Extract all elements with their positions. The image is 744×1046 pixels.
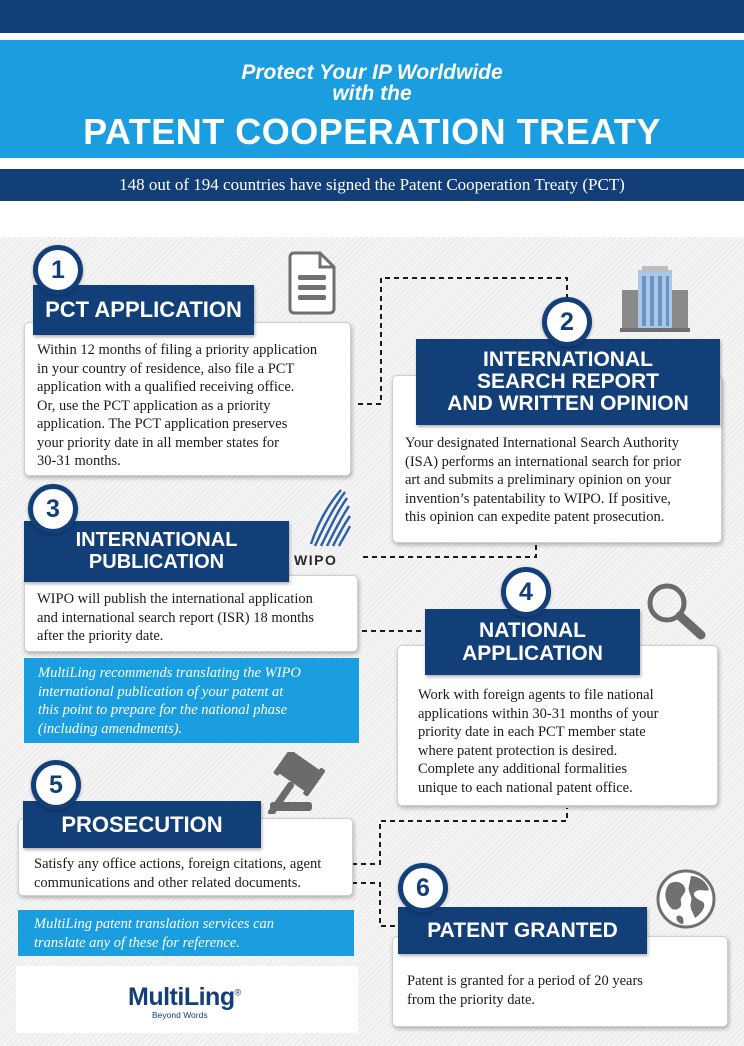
step-1-card [24,322,351,476]
step-6-title: PATENT GRANTED [398,907,647,954]
step-2-line-3: art and submits a preliminary opinion on your [405,472,672,488]
step-5-line-1: Satisfy any office actions, foreign citations, agent [34,856,322,872]
logo-part-2: Ling [183,983,235,1011]
step-1-number: 1 [33,245,83,295]
step-1-line-6: your priority date in all member states for [37,434,279,451]
step-1-line-7: 30-31 months. [37,453,121,469]
step-5-number: 5 [31,760,81,810]
step-4-title-line-1: NATIONAL [479,619,586,642]
step-3-note-line-1: MultiLing recommends translating the WIPO [38,665,301,681]
step-3-note-line-2: international publication of your patent at [38,683,284,700]
step-2-line-1: Your designated International Search Authority [405,435,679,451]
wipo-emblem-icon [293,488,353,550]
magnifier-icon [644,580,706,640]
header-tagline: Protect Your IP Worldwide [241,61,503,84]
step-5-note-line-1: MultiLing patent translation services can [34,916,275,932]
step-2-title-line-3: AND WRITTEN OPINION [447,392,689,415]
subtitle-bar: 148 out of 194 countries have signed the Patent Cooperation Treaty (PCT) [0,169,744,201]
step-5-line-2: communications and other related documents. [34,874,301,891]
step-2-title-line-1: INTERNATIONAL [483,348,653,371]
header-tagline-2: with the [332,82,412,105]
step-3-title-line-2: PUBLICATION [88,551,225,573]
step-4-line-3: priority date in each PCT member state [418,724,646,740]
step-3-line-2: and international search report (ISR) 18 months [37,609,315,626]
step-3-card [24,575,358,652]
step-5-title: PROSECUTION [23,801,261,848]
step-4-number: 4 [501,567,551,617]
step-6-number: 6 [398,863,448,913]
globe-icon [655,868,717,930]
step-2-number: 2 [542,297,592,347]
multiling-logo [16,966,358,1033]
logo-part-1: Multi [128,983,184,1011]
step-2-line-2: (ISA) performs an international search for prior [405,453,682,470]
step-4-line-1: Work with foreign agents to file national [418,687,654,703]
step-3-line-1: WIPO will publish the international application [37,591,313,607]
step-4-title-line-2: APPLICATION [462,642,603,665]
logo-wordmark [128,983,241,1012]
step-1-line-1: Within 12 months of filing a priority application [37,342,318,358]
step-1-line-4: Or, use the PCT application as a priority [37,397,271,414]
step-6-line-2: from the priority date. [407,991,536,1008]
step-5-note [18,910,354,956]
step-2-line-4: invention’s patentability to WIPO. If positive, [405,490,671,507]
step-4-line-5: Complete any additional formalities [418,761,627,777]
step-3-note [24,658,359,743]
document-icon [288,251,338,315]
step-1-line-2: in your country of residence, also file a PCT [37,360,295,377]
step-1-line-5: application. The PCT application preserves [37,416,288,432]
page-title: PATENT COOPERATION TREATY [83,111,661,152]
step-3-note-line-3: this point to prepare for the national phase [38,702,288,718]
step-3-title-line-1: INTERNATIONAL [75,529,238,551]
step-2-title-line-2: SEARCH REPORT [476,370,660,393]
step-1-line-3: application with a qualified receiving office. [37,379,295,395]
step-4-line-2: applications within 30-31 months of your [418,705,659,722]
gavel-icon [268,752,352,814]
step-5-note-line-2: translate any of these for reference. [34,934,240,951]
step-2-line-5: this opinion can expedite patent prosecution. [405,509,665,525]
step-3-note-line-4: (including amendments). [38,720,183,737]
step-1-title: PCT APPLICATION [33,285,254,335]
wipo-logo [293,488,353,570]
logo-tagline: Beyond Words [152,1010,208,1020]
wipo-logo-text: WIPO [294,552,338,568]
step-4-line-4: where patent protection is desired. [418,742,618,759]
step-3-line-3: after the priority date. [37,628,164,644]
step-6-line-1: Patent is granted for a period of 20 years [407,973,643,989]
logo-registered: ® [234,987,241,998]
building-icon [620,264,690,332]
step-2-title [416,339,720,425]
step-4-title [425,609,640,675]
step-3-number: 3 [28,484,78,534]
step-4-line-6: unique to each national patent office. [418,779,633,796]
